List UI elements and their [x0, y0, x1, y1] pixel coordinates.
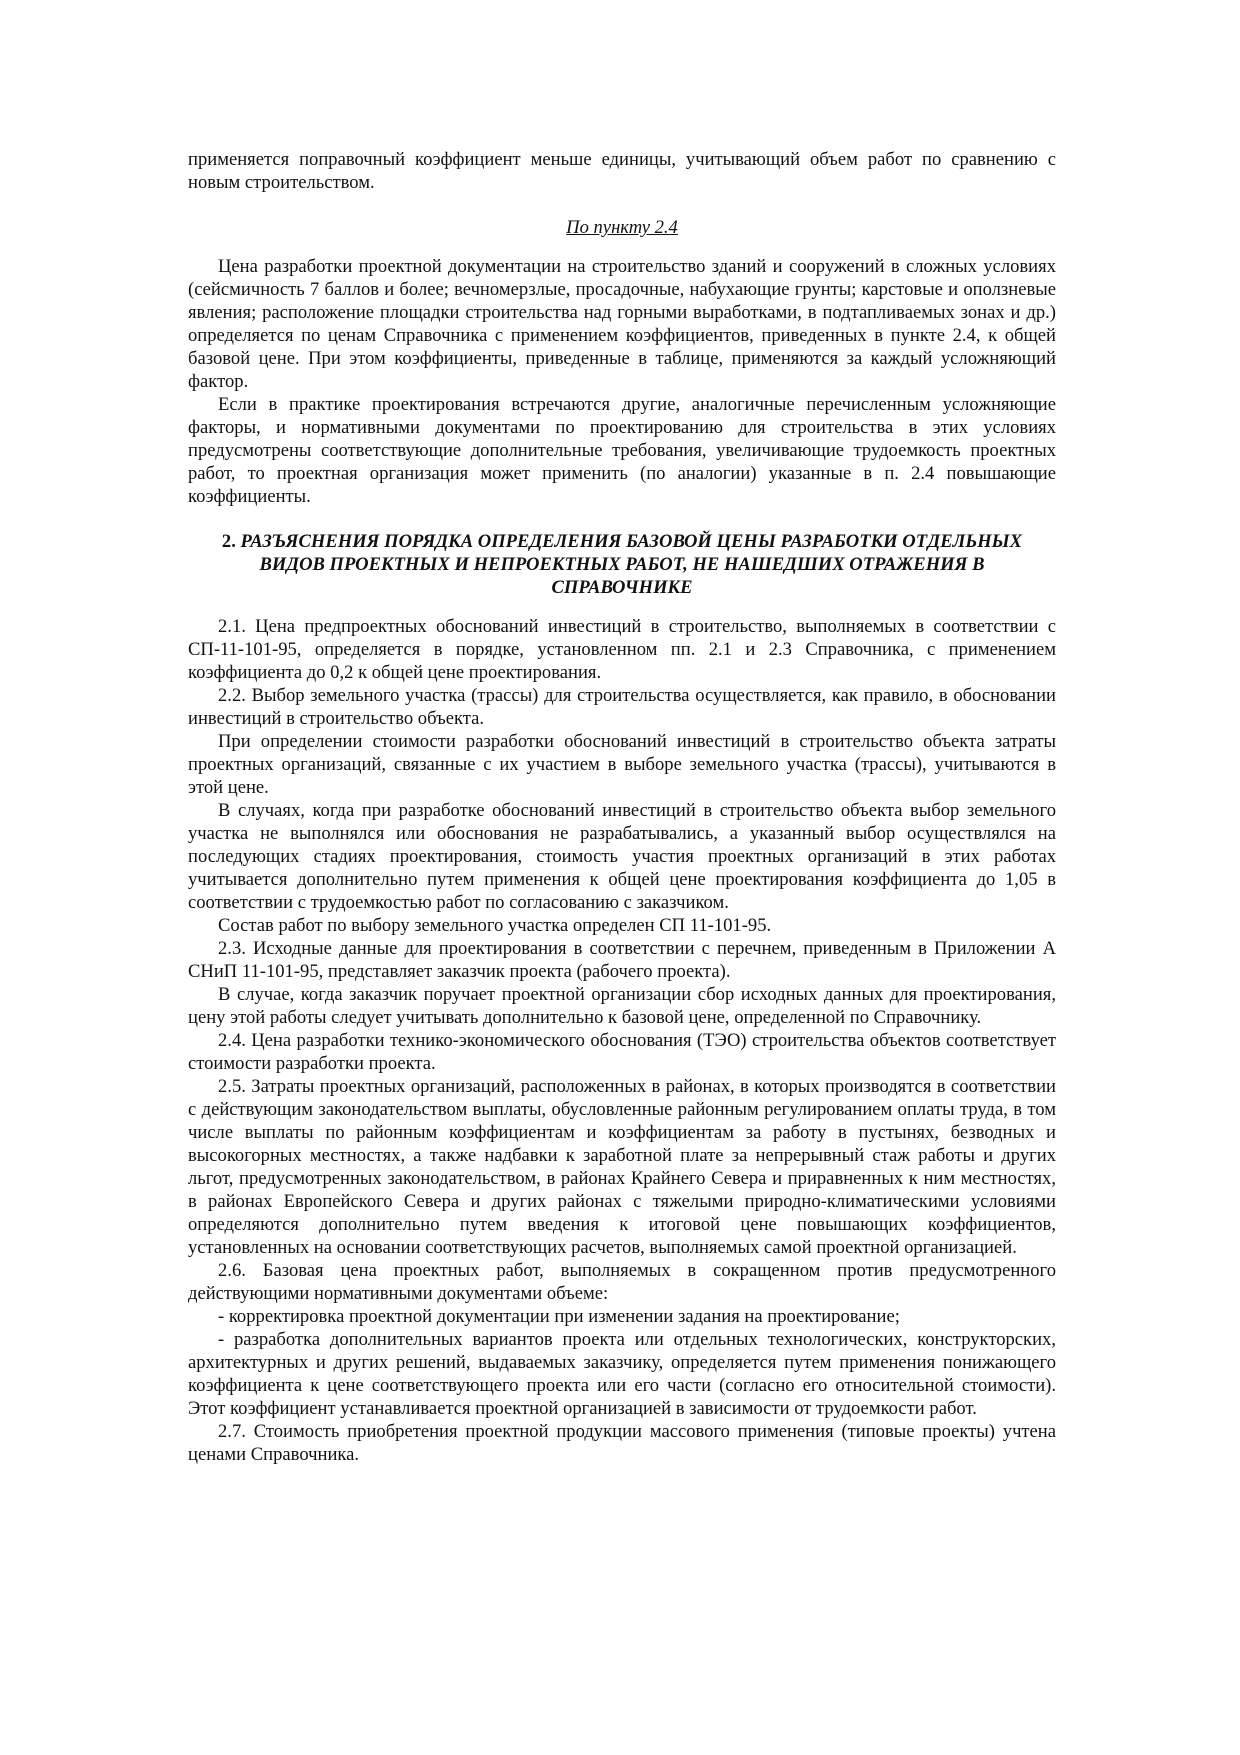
section-paragraph-2-2: 2.2. Выбор земельного участка (трассы) для строительства осуществляется, как правило, в обосновании инвестиций в строительство объекта.	[188, 685, 1056, 729]
section-paragraph-2-2-cost: При определении стоимости разработки обоснований инвестиций в строительство объекта затраты проектных организаций, связанные с их участием в выборе земельного участка (трассы), учитываются в этой цене.	[188, 731, 1056, 798]
section-paragraph-2-5: 2.5. Затраты проектных организаций, расположенных в районах, в которых производятся в соответствии с действующим законодательством выплаты, обусловленные районным регулированием оплаты труда, в том числе выплаты по районным коэффициентам и коэффициентам за работу в пустынях, безводных и высокогорных местностях, а также надбавки к заработной плате за непрерывный стаж работы и других льгот, предусмотренных законодательством, в районах Крайнего Севера и приравненных к ним местностях, в районах Европейского Севера и других районах с тяжелыми природно-климатическими условиями определяются дополнительно путем введения к итоговой цене повышающих коэффициентов, установленных на основании соответствующих расчетов, выполняемых самой проектной организацией.	[188, 1076, 1056, 1258]
point-2-4-paragraph-2: Если в практике проектирования встречаются другие, аналогичные перечисленным усложняющие факторы, и нормативными документами по проектированию для строительства в этих условиях предусмотрены соответствующие дополнительные требования, увеличивающие трудоемкость проектных работ, то проектная организация может применить (по аналогии) указанные в п. 2.4 повышающие коэффициенты.	[188, 394, 1056, 507]
section-paragraph-2-6-item-2: - разработка дополнительных вариантов проекта или отдельных технологических, конструкторских, архитектурных и других решений, выдаваемых заказчику, определяется путем применения понижающего коэффициента к цене соответствующего проекта или его части (согласно его относительной стоимости). Этот коэффициент устанавливается проектной организацией в зависимости от трудоемкости работ.	[188, 1329, 1056, 1419]
section-2-title	[188, 530, 1056, 599]
section-paragraph-2-6: 2.6. Базовая цена проектных работ, выполняемых в сокращенном против предусмотренного действующими нормативными документами объеме:	[188, 1260, 1056, 1304]
section-paragraph-2-7: 2.7. Стоимость приобретения проектной продукции массового применения (типовые проекты) учтена ценами Справочника.	[188, 1421, 1056, 1465]
section-paragraph-2-4: 2.4. Цена разработки технико-экономического обоснования (ТЭО) строительства объектов соответствует стоимости разработки проекта.	[188, 1030, 1056, 1074]
section-paragraph-2-6-item-1: - корректировка проектной документации при изменении задания на проектирование;	[218, 1306, 900, 1327]
section-paragraph-2-3-case: В случае, когда заказчик поручает проектной организации сбор исходных данных для проектирования, цену этой работы следует учитывать дополнительно к базовой цене, определенной по Справочнику.	[188, 984, 1056, 1028]
point-2-4-subheading: По пункту 2.4	[566, 217, 678, 238]
section-paragraph-2-2-cases: В случаях, когда при разработке обоснований инвестиций в строительство объекта выбор земельного участка не выполнялся или обоснования не разрабатывались, а указанный выбор осуществлялся на последующих стадиях проектирования, стоимость участия проектных организаций в этих работах учитывается дополнительно путем применения к общей цене проектирования коэффициента до 1,05 в соответствии с трудоемкостью работ по согласованию с заказчиком.	[188, 800, 1056, 913]
section-paragraph-2-2-scope: Состав работ по выбору земельного участка определен СП 11-101-95.	[218, 915, 772, 936]
intro-continuation-paragraph: применяется поправочный коэффициент меньше единицы, учитывающий объем работ по сравнению с новым строительством.	[188, 149, 1056, 193]
section-number: 2.	[221, 531, 236, 552]
point-2-4-paragraph-1: Цена разработки проектной документации на строительство зданий и сооружений в сложных условиях (сейсмичность 7 баллов и более; вечномерзлые, просадочные, набухающие грунты; карстовые и оползневые явления; расположение площадки строительства над горными выработками, в подтапливаемых зонах и др.) определяется по ценам Справочника с применением коэффициентов, приведенных в пункте 2.4, к общей базовой цене. При этом коэффициенты, приведенные в таблице, применяются за каждый усложняющий фактор.	[188, 256, 1056, 392]
document-page	[188, 148, 1056, 1466]
section-paragraph-2-1: 2.1. Цена предпроектных обоснований инвестиций в строительство, выполняемых в соответствии с СП-11-101-95, определяется в порядке, установленном пп. 2.1 и 2.3 Справочника, с применением коэффициента до 0,2 к общей цене проектирования.	[188, 616, 1056, 683]
section-title-text: РАЗЪЯСНЕНИЯ ПОРЯДКА ОПРЕДЕЛЕНИЯ БАЗОВОЙ ЦЕНЫ РАЗРАБОТКИ ОТДЕЛЬНЫХ ВИДОВ ПРОЕКТНЫХ И НЕПРОЕКТНЫХ РАБОТ, НЕ НАШЕДШИХ ОТРАЖЕНИЯ В СПРАВОЧНИКЕ	[240, 531, 1023, 598]
section-paragraph-2-3: 2.3. Исходные данные для проектирования в соответствии с перечнем, приведенным в Приложении А СНиП 11-101-95, представляет заказчик проекта (рабочего проекта).	[188, 938, 1056, 982]
